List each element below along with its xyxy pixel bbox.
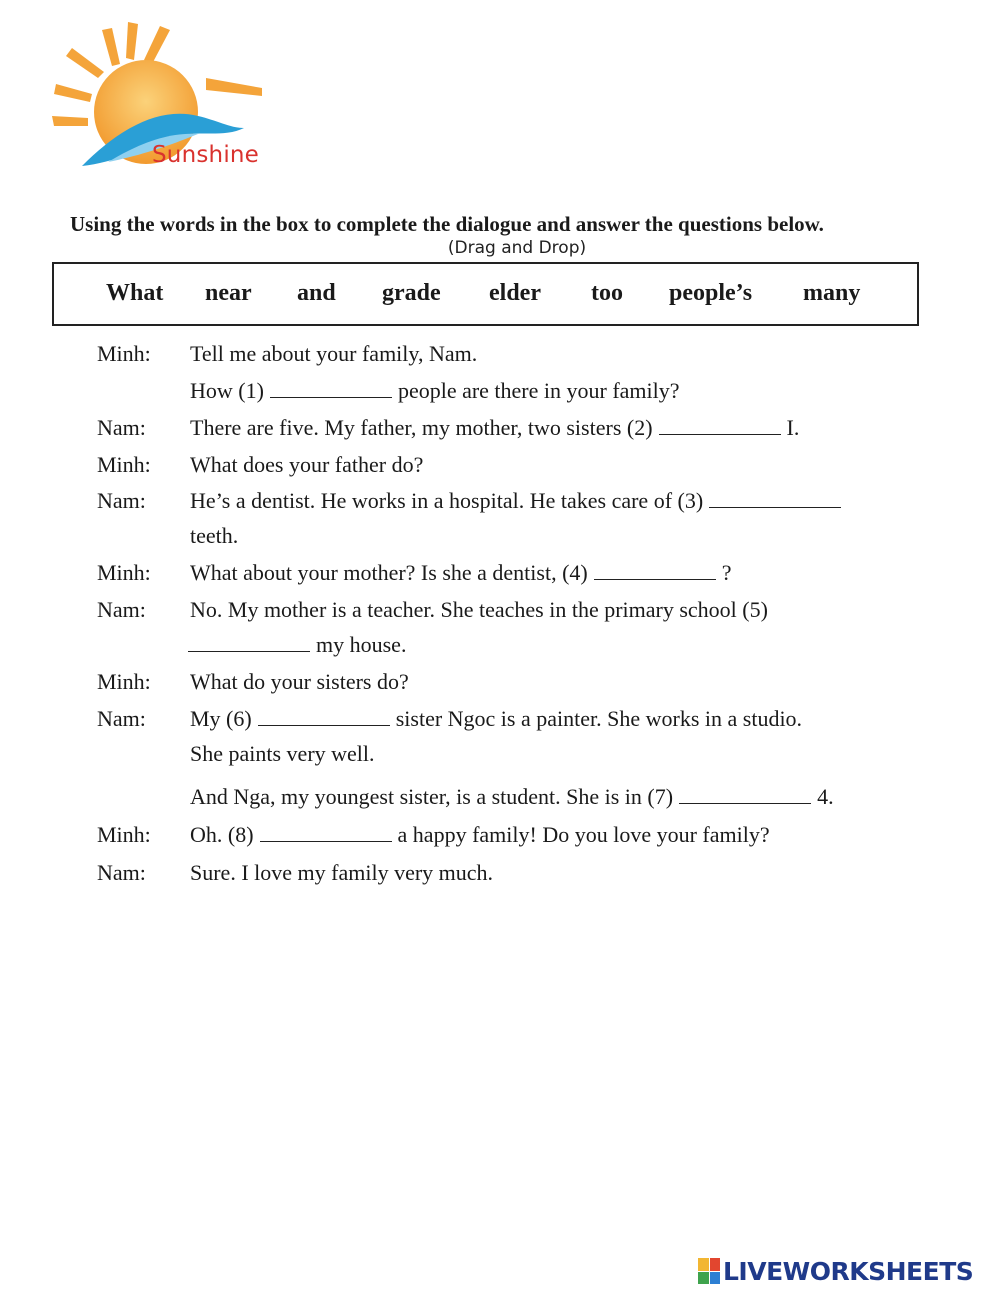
blank-5[interactable] <box>188 633 310 652</box>
logo-text: Sunshine <box>152 142 260 168</box>
dialogue-line <box>190 822 770 848</box>
word-too[interactable]: too <box>591 280 623 306</box>
line-text: Oh. (8) <box>190 822 254 847</box>
speaker-minh: Minh: <box>97 560 151 585</box>
speaker-nam: Nam: <box>97 415 146 440</box>
blank-1[interactable] <box>270 379 392 398</box>
dialogue-line: What does your father do? <box>190 452 424 477</box>
speaker-nam: Nam: <box>97 706 146 731</box>
blank-3[interactable] <box>709 489 841 508</box>
blank-7[interactable] <box>679 785 811 804</box>
speaker-minh: Minh: <box>97 669 151 694</box>
line-text: I. <box>786 415 800 440</box>
word-what[interactable]: What <box>106 280 164 306</box>
dialogue-line <box>188 632 406 658</box>
dialogue-line <box>190 415 799 441</box>
brand-text: LIVEWORKSHEETS <box>723 1256 974 1286</box>
dialogue-line <box>190 784 834 810</box>
dialogue-line: What do your sisters do? <box>190 669 409 694</box>
instruction-heading: Using the words in the box to complete the dialogue and answer the questions below. <box>70 212 824 236</box>
speaker-nam: Nam: <box>97 860 146 885</box>
word-many[interactable]: many <box>803 280 861 306</box>
line-text: My (6) <box>190 706 252 731</box>
word-peoples[interactable]: people’s <box>669 280 753 306</box>
dialogue-line <box>190 706 802 732</box>
speaker-minh: Minh: <box>97 341 151 366</box>
word-elder[interactable]: elder <box>489 280 541 306</box>
dialogue-line: She paints very well. <box>190 741 375 766</box>
line-text: ? <box>721 560 732 585</box>
speaker-minh: Minh: <box>97 822 151 847</box>
blank-2[interactable] <box>659 416 781 435</box>
line-text: my house. <box>316 632 407 657</box>
blank-6[interactable] <box>258 707 390 726</box>
line-text: people are there in your family? <box>397 378 680 403</box>
line-text: a happy family! Do you love your family? <box>397 822 770 847</box>
speaker-minh: Minh: <box>97 452 151 477</box>
blank-8[interactable] <box>260 823 392 842</box>
dialogue-line <box>190 560 731 586</box>
dialogue-line: Sure. I love my family very much. <box>190 860 494 885</box>
dialogue-line: No. My mother is a teacher. She teaches in the primary school (5) <box>190 597 768 622</box>
speaker-nam: Nam: <box>97 488 146 513</box>
dialogue-line <box>190 378 680 404</box>
line-text: He’s a dentist. He works in a hospital. He takes care of (3) <box>190 488 704 513</box>
dialogue-line: teeth. <box>190 523 239 548</box>
word-and[interactable]: and <box>297 280 336 306</box>
dialogue-line: Tell me about your family, Nam. <box>190 341 478 366</box>
blank-4[interactable] <box>594 561 716 580</box>
dialogue-line <box>190 488 847 514</box>
drag-drop-subtitle: (Drag and Drop) <box>447 238 587 258</box>
word-grade[interactable]: grade <box>382 280 441 306</box>
line-text: And Nga, my youngest sister, is a student. She is in (7) <box>190 784 674 809</box>
word-near[interactable]: near <box>205 280 252 306</box>
line-text: How (1) <box>190 378 264 403</box>
line-text: What about your mother? Is she a dentist, (4) <box>190 560 588 585</box>
liveworksheets-icon <box>698 1258 720 1284</box>
line-text: There are five. My father, my mother, two sisters (2) <box>190 415 653 440</box>
line-text: sister Ngoc is a painter. She works in a studio. <box>395 706 803 731</box>
speaker-nam: Nam: <box>97 597 146 622</box>
line-text: 4. <box>817 784 834 809</box>
liveworksheets-brand <box>698 1254 973 1288</box>
